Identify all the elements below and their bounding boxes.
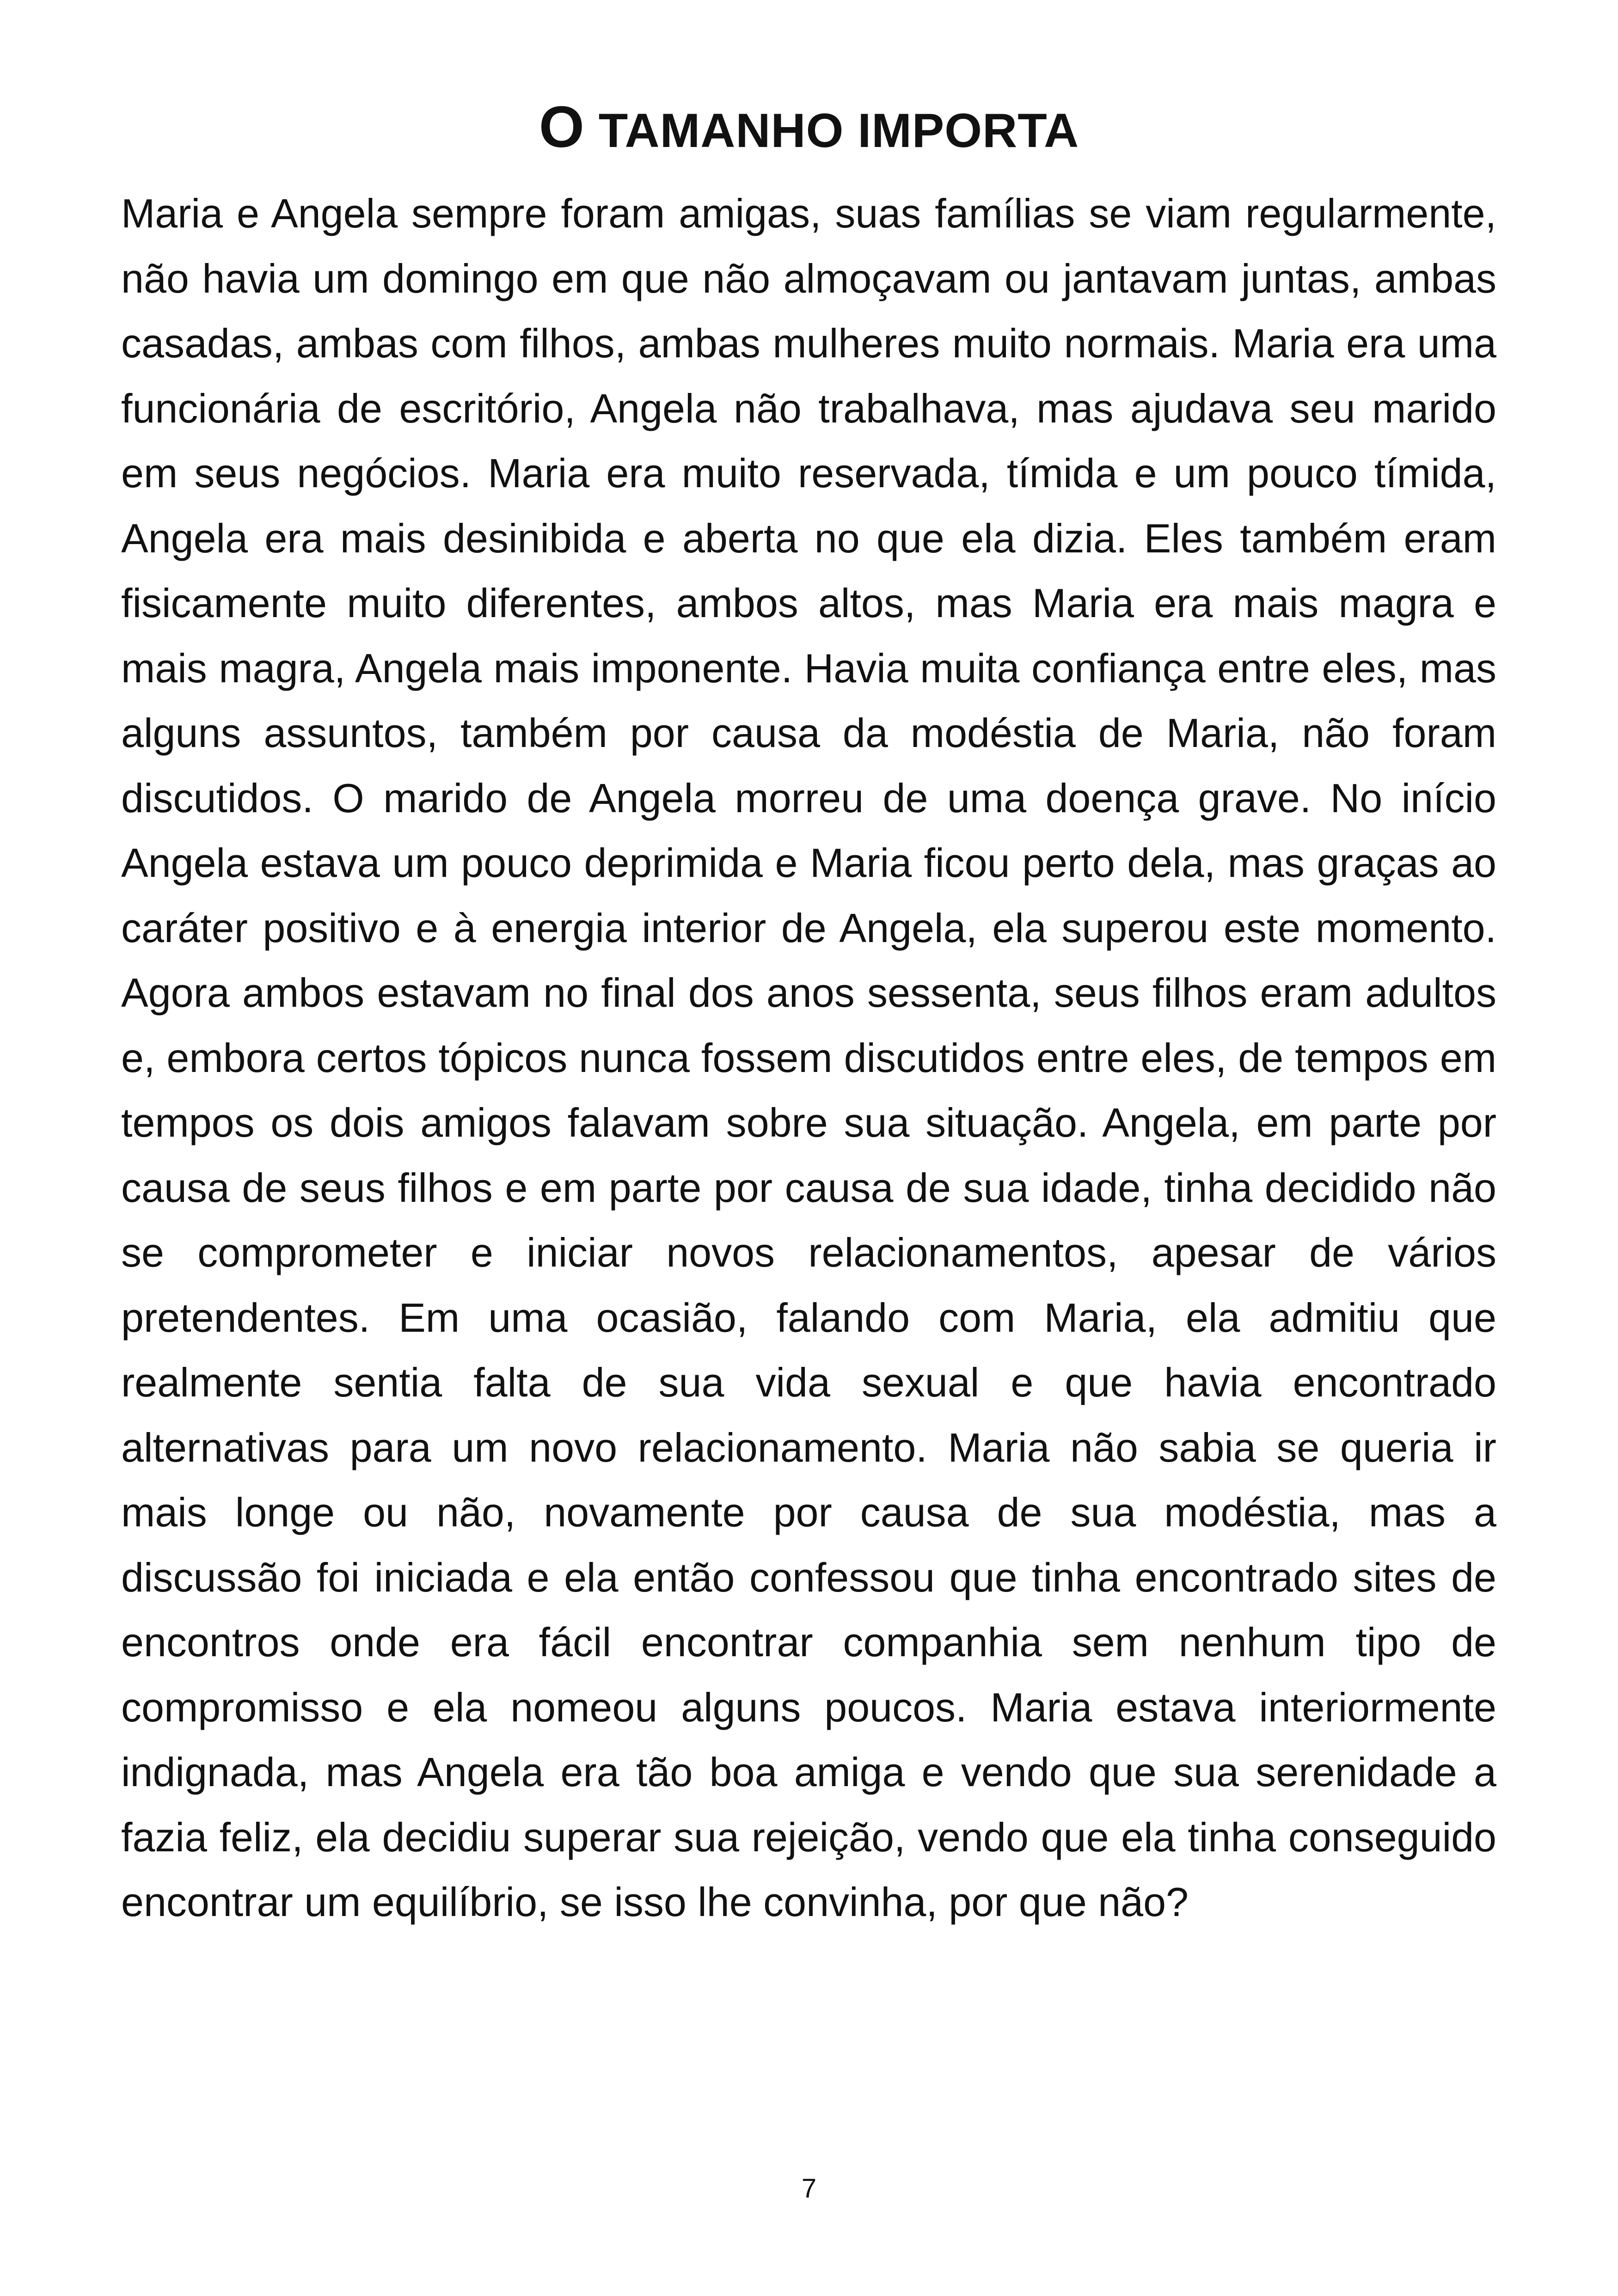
title-initial: O bbox=[539, 94, 585, 159]
page-title bbox=[0, 92, 1618, 165]
page-number: 7 bbox=[801, 2174, 817, 2204]
body-paragraph: Maria e Angela sempre foram amigas, suas famílias se viam regularmente, não havia um domingo em que não almoçavam ou jantavam juntas, ambas casadas, ambas com filhos, ambas mulheres muito normais. Maria era uma funcionária de escritório, Angela não trabalhava, mas ajudava seu marido em seus negócios. Maria era muito reservada, tímida e um pouco tímida, Angela era mais desinibida e aberta no que ela dizia. Eles também eram fisicamente muito diferentes, ambos altos, mas Maria era mais magra e mais magra, Angela mais imponente. Havia muita confiança entre eles, mas alguns assuntos, também por causa da modéstia de Maria, não foram discutidos. O marido de Angela morreu de uma doença grave. No início Angela estava um pouco deprimida e Maria ficou perto dela, mas graças ao caráter positivo e à energia interior de Angela, ela superou este momento. Agora ambos estavam no final dos anos sessenta, seus filhos eram adultos e, embora certos tópicos nunca fossem discutidos entre eles, de tempos em tempos os dois amigos falavam sobre sua situação. Angela, em parte por causa de seus filhos e em parte por causa de sua idade, tinha decidido não se comprometer e iniciar novos relacionamentos, apesar de vários pretendentes. Em uma ocasião, falando com Maria, ela admitiu que realmente sentia falta de sua vida sexual e que havia encontrado alternativas para um novo relacionamento. Maria não sabia se queria ir mais longe ou não, novamente por causa de sua modéstia, mas a discussão foi iniciada e ela então confessou que tinha encontrado sites de encontros onde era fácil encontrar companhia sem nenhum tipo de compromisso e ela nomeou alguns poucos. Maria estava interiormente indignada, mas Angela era tão boa amiga e vendo que sua serenidade a fazia feliz, ela decidiu superar sua rejeição, vendo que ela tinha conseguido encontrar um equilíbrio, se isso lhe convinha, por que não? bbox=[121, 190, 1496, 1925]
title-rest: TAMANHO IMPORTA bbox=[584, 104, 1079, 158]
